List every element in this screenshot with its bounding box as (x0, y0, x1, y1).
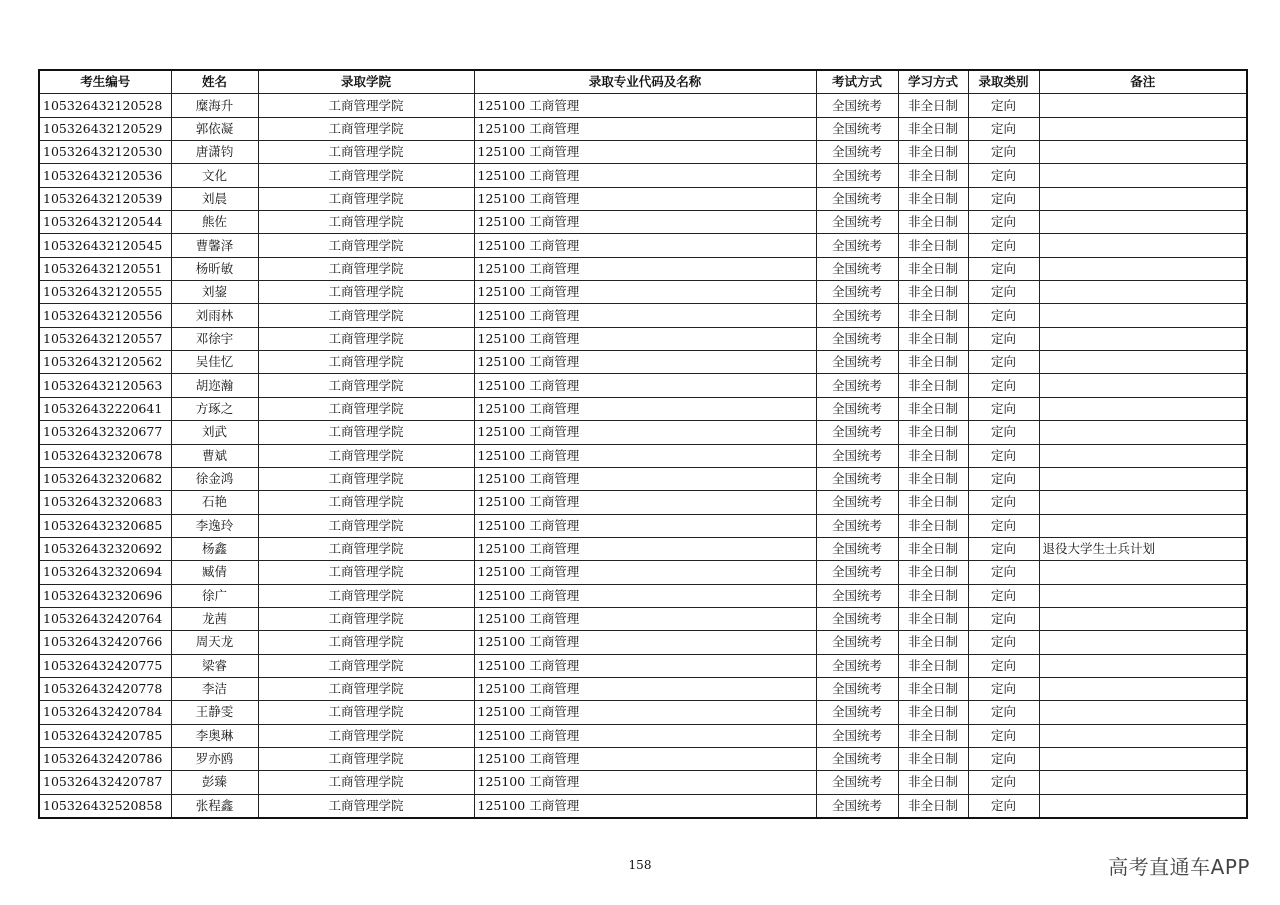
cell-category: 定向 (968, 374, 1039, 397)
table-row (39, 607, 1247, 630)
cell-major: 125100 工商管理 (474, 304, 816, 327)
cell-college: 工商管理学院 (258, 211, 474, 234)
cell-name: 罗亦鸥 (171, 747, 258, 770)
cell-study: 非全日制 (898, 421, 968, 444)
cell-id: 105326432420786 (39, 747, 171, 770)
table-row (39, 701, 1247, 724)
table-row (39, 561, 1247, 584)
cell-name: 吴佳忆 (171, 351, 258, 374)
table-row (39, 281, 1247, 304)
cell-study: 非全日制 (898, 631, 968, 654)
cell-exam: 全国统考 (816, 444, 898, 467)
cell-name: 徐广 (171, 584, 258, 607)
cell-major: 125100 工商管理 (474, 117, 816, 140)
cell-major: 125100 工商管理 (474, 607, 816, 630)
cell-exam: 全国统考 (816, 257, 898, 280)
cell-college: 工商管理学院 (258, 94, 474, 117)
cell-college: 工商管理学院 (258, 701, 474, 724)
cell-name: 杨鑫 (171, 537, 258, 560)
cell-category: 定向 (968, 304, 1039, 327)
cell-college: 工商管理学院 (258, 257, 474, 280)
cell-id: 105326432120528 (39, 94, 171, 117)
cell-category: 定向 (968, 94, 1039, 117)
table-row (39, 234, 1247, 257)
cell-major: 125100 工商管理 (474, 444, 816, 467)
cell-id: 105326432320678 (39, 444, 171, 467)
cell-major: 125100 工商管理 (474, 211, 816, 234)
table-row (39, 164, 1247, 187)
cell-category: 定向 (968, 514, 1039, 537)
cell-college: 工商管理学院 (258, 584, 474, 607)
cell-note (1039, 794, 1247, 818)
cell-study: 非全日制 (898, 537, 968, 560)
cell-exam: 全国统考 (816, 584, 898, 607)
cell-id: 105326432420778 (39, 677, 171, 700)
cell-study: 非全日制 (898, 234, 968, 257)
cell-exam: 全国统考 (816, 397, 898, 420)
cell-name: 梁睿 (171, 654, 258, 677)
header-college: 录取学院 (258, 70, 474, 94)
cell-note (1039, 444, 1247, 467)
cell-name: 臧倩 (171, 561, 258, 584)
cell-name: 郭依凝 (171, 117, 258, 140)
cell-college: 工商管理学院 (258, 724, 474, 747)
header-study: 学习方式 (898, 70, 968, 94)
table-row (39, 771, 1247, 794)
cell-study: 非全日制 (898, 514, 968, 537)
cell-id: 105326432320683 (39, 491, 171, 514)
cell-id: 105326432120536 (39, 164, 171, 187)
cell-study: 非全日制 (898, 117, 968, 140)
table-row (39, 374, 1247, 397)
cell-id: 105326432120551 (39, 257, 171, 280)
cell-study: 非全日制 (898, 257, 968, 280)
cell-id: 105326432320685 (39, 514, 171, 537)
cell-name: 周天龙 (171, 631, 258, 654)
table-row (39, 117, 1247, 140)
cell-major: 125100 工商管理 (474, 747, 816, 770)
cell-note (1039, 351, 1247, 374)
table-row (39, 257, 1247, 280)
table-row (39, 631, 1247, 654)
cell-category: 定向 (968, 631, 1039, 654)
cell-category: 定向 (968, 187, 1039, 210)
cell-college: 工商管理学院 (258, 327, 474, 350)
cell-exam: 全国统考 (816, 141, 898, 164)
cell-category: 定向 (968, 211, 1039, 234)
cell-note (1039, 514, 1247, 537)
cell-exam: 全国统考 (816, 281, 898, 304)
cell-note (1039, 561, 1247, 584)
cell-study: 非全日制 (898, 374, 968, 397)
cell-study: 非全日制 (898, 281, 968, 304)
cell-exam: 全国统考 (816, 771, 898, 794)
cell-name: 刘鋆 (171, 281, 258, 304)
cell-note (1039, 327, 1247, 350)
cell-exam: 全国统考 (816, 187, 898, 210)
cell-name: 李逸玲 (171, 514, 258, 537)
table-row (39, 187, 1247, 210)
cell-id: 105326432120557 (39, 327, 171, 350)
cell-name: 邓徐宇 (171, 327, 258, 350)
table-row (39, 491, 1247, 514)
table-row (39, 724, 1247, 747)
table-row (39, 327, 1247, 350)
cell-college: 工商管理学院 (258, 771, 474, 794)
cell-major: 125100 工商管理 (474, 561, 816, 584)
cell-name: 李洁 (171, 677, 258, 700)
cell-id: 105326432120563 (39, 374, 171, 397)
table-row (39, 794, 1247, 818)
cell-category: 定向 (968, 467, 1039, 490)
cell-id: 105326432120530 (39, 141, 171, 164)
cell-exam: 全国统考 (816, 351, 898, 374)
cell-name: 刘晨 (171, 187, 258, 210)
cell-college: 工商管理学院 (258, 117, 474, 140)
cell-note (1039, 607, 1247, 630)
cell-note (1039, 187, 1247, 210)
cell-note (1039, 421, 1247, 444)
cell-major: 125100 工商管理 (474, 374, 816, 397)
cell-major: 125100 工商管理 (474, 724, 816, 747)
cell-name: 刘雨林 (171, 304, 258, 327)
cell-study: 非全日制 (898, 701, 968, 724)
cell-study: 非全日制 (898, 677, 968, 700)
cell-college: 工商管理学院 (258, 794, 474, 818)
cell-category: 定向 (968, 537, 1039, 560)
cell-name: 徐金鸿 (171, 467, 258, 490)
table-row (39, 397, 1247, 420)
cell-major: 125100 工商管理 (474, 631, 816, 654)
cell-id: 105326432120539 (39, 187, 171, 210)
cell-study: 非全日制 (898, 211, 968, 234)
table-row (39, 677, 1247, 700)
cell-name: 龙茜 (171, 607, 258, 630)
table-row (39, 747, 1247, 770)
cell-major: 125100 工商管理 (474, 164, 816, 187)
table-row (39, 654, 1247, 677)
table-row (39, 467, 1247, 490)
cell-category: 定向 (968, 794, 1039, 818)
cell-category: 定向 (968, 724, 1039, 747)
page-number: 158 (628, 858, 652, 872)
cell-name: 胡迩瀚 (171, 374, 258, 397)
cell-major: 125100 工商管理 (474, 771, 816, 794)
cell-study: 非全日制 (898, 794, 968, 818)
cell-college: 工商管理学院 (258, 677, 474, 700)
cell-category: 定向 (968, 281, 1039, 304)
cell-category: 定向 (968, 141, 1039, 164)
cell-college: 工商管理学院 (258, 187, 474, 210)
cell-note (1039, 257, 1247, 280)
cell-study: 非全日制 (898, 327, 968, 350)
cell-name: 熊佐 (171, 211, 258, 234)
cell-id: 105326432320682 (39, 467, 171, 490)
cell-study: 非全日制 (898, 561, 968, 584)
cell-major: 125100 工商管理 (474, 257, 816, 280)
cell-study: 非全日制 (898, 444, 968, 467)
table-row (39, 444, 1247, 467)
admission-table (38, 69, 1248, 819)
cell-category: 定向 (968, 561, 1039, 584)
table-row (39, 304, 1247, 327)
cell-id: 105326432120544 (39, 211, 171, 234)
cell-note (1039, 234, 1247, 257)
cell-category: 定向 (968, 164, 1039, 187)
cell-college: 工商管理学院 (258, 304, 474, 327)
cell-id: 105326432420775 (39, 654, 171, 677)
cell-note (1039, 304, 1247, 327)
cell-note (1039, 164, 1247, 187)
watermark-text: 高考直通车APP (1108, 855, 1250, 879)
cell-major: 125100 工商管理 (474, 491, 816, 514)
cell-category: 定向 (968, 701, 1039, 724)
cell-id: 105326432520858 (39, 794, 171, 818)
header-major: 录取专业代码及名称 (474, 70, 816, 94)
cell-college: 工商管理学院 (258, 141, 474, 164)
cell-exam: 全国统考 (816, 211, 898, 234)
cell-major: 125100 工商管理 (474, 467, 816, 490)
cell-note (1039, 747, 1247, 770)
cell-major: 125100 工商管理 (474, 537, 816, 560)
cell-college: 工商管理学院 (258, 444, 474, 467)
cell-category: 定向 (968, 747, 1039, 770)
table-row (39, 351, 1247, 374)
cell-major: 125100 工商管理 (474, 94, 816, 117)
cell-note (1039, 117, 1247, 140)
cell-category: 定向 (968, 607, 1039, 630)
cell-major: 125100 工商管理 (474, 397, 816, 420)
cell-exam: 全国统考 (816, 537, 898, 560)
cell-id: 105326432120545 (39, 234, 171, 257)
header-note: 备注 (1039, 70, 1247, 94)
cell-exam: 全国统考 (816, 491, 898, 514)
cell-exam: 全国统考 (816, 304, 898, 327)
cell-college: 工商管理学院 (258, 561, 474, 584)
cell-name: 王静雯 (171, 701, 258, 724)
cell-study: 非全日制 (898, 397, 968, 420)
cell-name: 文化 (171, 164, 258, 187)
cell-exam: 全国统考 (816, 747, 898, 770)
cell-major: 125100 工商管理 (474, 281, 816, 304)
cell-exam: 全国统考 (816, 94, 898, 117)
cell-exam: 全国统考 (816, 607, 898, 630)
cell-name: 曹馨泽 (171, 234, 258, 257)
cell-study: 非全日制 (898, 771, 968, 794)
cell-note (1039, 677, 1247, 700)
cell-name: 曹斌 (171, 444, 258, 467)
cell-study: 非全日制 (898, 724, 968, 747)
cell-id: 105326432420784 (39, 701, 171, 724)
cell-name: 彭臻 (171, 771, 258, 794)
cell-note: 退役大学生士兵计划 (1039, 537, 1247, 560)
cell-college: 工商管理学院 (258, 631, 474, 654)
cell-college: 工商管理学院 (258, 747, 474, 770)
cell-category: 定向 (968, 421, 1039, 444)
cell-study: 非全日制 (898, 351, 968, 374)
cell-note (1039, 467, 1247, 490)
cell-name: 糜海升 (171, 94, 258, 117)
cell-note (1039, 491, 1247, 514)
cell-note (1039, 374, 1247, 397)
cell-major: 125100 工商管理 (474, 234, 816, 257)
cell-college: 工商管理学院 (258, 514, 474, 537)
cell-major: 125100 工商管理 (474, 794, 816, 818)
cell-college: 工商管理学院 (258, 281, 474, 304)
cell-major: 125100 工商管理 (474, 654, 816, 677)
cell-category: 定向 (968, 677, 1039, 700)
header-id: 考生编号 (39, 70, 171, 94)
cell-study: 非全日制 (898, 187, 968, 210)
cell-college: 工商管理学院 (258, 537, 474, 560)
table-row (39, 94, 1247, 117)
cell-category: 定向 (968, 584, 1039, 607)
cell-study: 非全日制 (898, 491, 968, 514)
cell-exam: 全国统考 (816, 794, 898, 818)
cell-category: 定向 (968, 257, 1039, 280)
cell-college: 工商管理学院 (258, 374, 474, 397)
cell-id: 105326432120555 (39, 281, 171, 304)
cell-note (1039, 397, 1247, 420)
cell-note (1039, 701, 1247, 724)
cell-exam: 全国统考 (816, 631, 898, 654)
cell-study: 非全日制 (898, 141, 968, 164)
header-exam: 考试方式 (816, 70, 898, 94)
cell-id: 105326432420787 (39, 771, 171, 794)
cell-id: 105326432320677 (39, 421, 171, 444)
table-row (39, 584, 1247, 607)
cell-category: 定向 (968, 234, 1039, 257)
cell-exam: 全国统考 (816, 654, 898, 677)
cell-major: 125100 工商管理 (474, 677, 816, 700)
cell-id: 105326432420764 (39, 607, 171, 630)
cell-college: 工商管理学院 (258, 654, 474, 677)
cell-id: 105326432120562 (39, 351, 171, 374)
cell-exam: 全国统考 (816, 117, 898, 140)
cell-note (1039, 141, 1247, 164)
cell-college: 工商管理学院 (258, 164, 474, 187)
header-row (39, 70, 1247, 94)
cell-name: 刘武 (171, 421, 258, 444)
cell-name: 方琢之 (171, 397, 258, 420)
cell-note (1039, 281, 1247, 304)
cell-id: 105326432120556 (39, 304, 171, 327)
cell-study: 非全日制 (898, 164, 968, 187)
cell-major: 125100 工商管理 (474, 187, 816, 210)
cell-exam: 全国统考 (816, 327, 898, 350)
cell-exam: 全国统考 (816, 514, 898, 537)
cell-id: 105326432420766 (39, 631, 171, 654)
cell-id: 105326432220641 (39, 397, 171, 420)
cell-exam: 全国统考 (816, 677, 898, 700)
cell-category: 定向 (968, 771, 1039, 794)
cell-major: 125100 工商管理 (474, 327, 816, 350)
cell-college: 工商管理学院 (258, 351, 474, 374)
header-name: 姓名 (171, 70, 258, 94)
cell-major: 125100 工商管理 (474, 141, 816, 164)
cell-note (1039, 584, 1247, 607)
cell-id: 105326432420785 (39, 724, 171, 747)
table-row (39, 514, 1247, 537)
cell-name: 杨昕敏 (171, 257, 258, 280)
cell-college: 工商管理学院 (258, 607, 474, 630)
cell-exam: 全国统考 (816, 374, 898, 397)
cell-category: 定向 (968, 491, 1039, 514)
cell-study: 非全日制 (898, 654, 968, 677)
cell-major: 125100 工商管理 (474, 351, 816, 374)
cell-name: 张程鑫 (171, 794, 258, 818)
table-row (39, 537, 1247, 560)
cell-id: 105326432320692 (39, 537, 171, 560)
cell-major: 125100 工商管理 (474, 584, 816, 607)
cell-category: 定向 (968, 117, 1039, 140)
cell-exam: 全国统考 (816, 234, 898, 257)
cell-category: 定向 (968, 351, 1039, 374)
cell-note (1039, 94, 1247, 117)
cell-exam: 全国统考 (816, 724, 898, 747)
cell-note (1039, 771, 1247, 794)
cell-major: 125100 工商管理 (474, 701, 816, 724)
cell-id: 105326432320694 (39, 561, 171, 584)
cell-major: 125100 工商管理 (474, 514, 816, 537)
cell-category: 定向 (968, 654, 1039, 677)
cell-exam: 全国统考 (816, 421, 898, 444)
table-row (39, 421, 1247, 444)
cell-study: 非全日制 (898, 607, 968, 630)
cell-id: 105326432120529 (39, 117, 171, 140)
cell-college: 工商管理学院 (258, 234, 474, 257)
table-row (39, 141, 1247, 164)
cell-study: 非全日制 (898, 584, 968, 607)
cell-college: 工商管理学院 (258, 397, 474, 420)
cell-exam: 全国统考 (816, 701, 898, 724)
cell-note (1039, 724, 1247, 747)
cell-study: 非全日制 (898, 94, 968, 117)
cell-college: 工商管理学院 (258, 421, 474, 444)
cell-category: 定向 (968, 327, 1039, 350)
cell-exam: 全国统考 (816, 467, 898, 490)
cell-name: 石艳 (171, 491, 258, 514)
cell-exam: 全国统考 (816, 561, 898, 584)
cell-major: 125100 工商管理 (474, 421, 816, 444)
cell-id: 105326432320696 (39, 584, 171, 607)
table-row (39, 211, 1247, 234)
cell-name: 唐潇钧 (171, 141, 258, 164)
cell-college: 工商管理学院 (258, 491, 474, 514)
cell-exam: 全国统考 (816, 164, 898, 187)
cell-category: 定向 (968, 397, 1039, 420)
cell-note (1039, 631, 1247, 654)
cell-study: 非全日制 (898, 467, 968, 490)
cell-study: 非全日制 (898, 747, 968, 770)
cell-study: 非全日制 (898, 304, 968, 327)
cell-note (1039, 654, 1247, 677)
cell-note (1039, 211, 1247, 234)
header-category: 录取类别 (968, 70, 1039, 94)
cell-name: 李奥琳 (171, 724, 258, 747)
cell-category: 定向 (968, 444, 1039, 467)
cell-college: 工商管理学院 (258, 467, 474, 490)
